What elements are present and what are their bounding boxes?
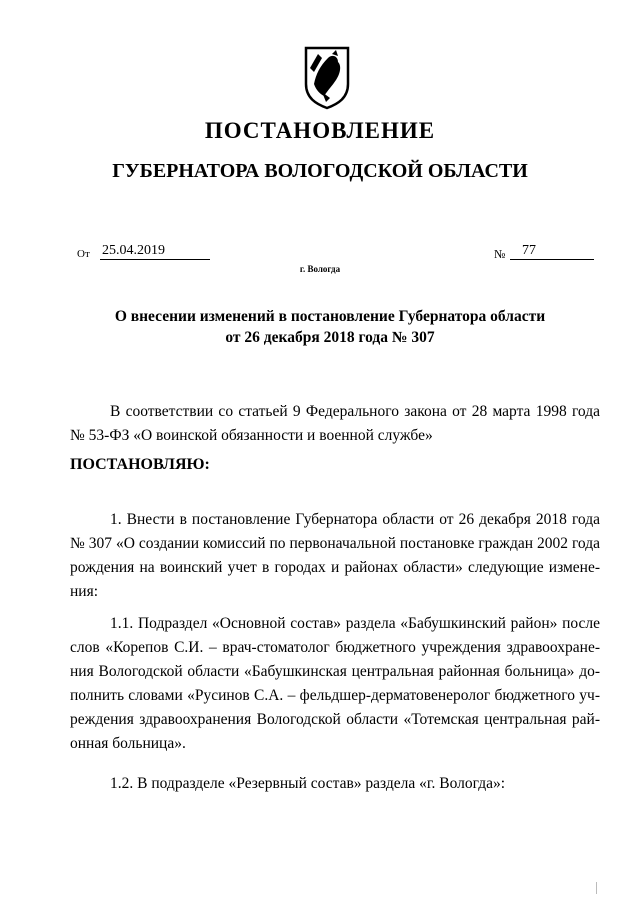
document-title: ПОСТАНОВЛЕНИЕ bbox=[204, 118, 436, 143]
item-1-2-paragraph bbox=[70, 772, 600, 796]
item-1-1-paragraph bbox=[70, 612, 600, 756]
issuer-title: ГУБЕРНАТОРА ВОЛОГОДСКОЙ ОБЛАСТИ bbox=[112, 160, 528, 182]
text-line: 1.2. В подразделе «Резервный состав» раздела «г. Вологда»: bbox=[110, 775, 506, 792]
preamble-paragraph bbox=[70, 400, 600, 448]
date-value: 25.04.2019 bbox=[100, 242, 210, 260]
item-1-paragraph bbox=[70, 508, 600, 604]
text-line: слов «Корепов С.И. – врач-стоматолог бюджетного учреждения здравоохране- bbox=[70, 639, 600, 656]
text-line: рождения на воинский учет в городах и районах области» следующие измене- bbox=[70, 559, 600, 576]
text-line: полнить словами «Русинов С.А. – фельдшер-дерматовенеролог бюджетного уч- bbox=[70, 687, 600, 704]
text-line: реждения здравоохранения Вологодской области «Тотемская центральная рай- bbox=[70, 711, 600, 728]
decree-word: ПОСТАНОВЛЯЮ: bbox=[70, 456, 210, 473]
subject-line: от 26 декабря 2018 года № 307 bbox=[225, 329, 435, 346]
text-line: № 53-ФЗ «О воинской обязанности и военной службе» bbox=[70, 427, 433, 444]
coat-of-arms-icon bbox=[302, 44, 352, 110]
text-line: № 307 «О создании комиссий по первоначальной постановке граждан 2002 года bbox=[70, 535, 600, 552]
text-line: онная больница». bbox=[70, 735, 186, 752]
city-name: г. Вологда bbox=[299, 264, 341, 274]
scan-mark bbox=[596, 882, 597, 894]
subject-line: О внесении изменений в постановление Губернатора области bbox=[114, 308, 546, 325]
date-label: От bbox=[77, 248, 90, 260]
number-label: № bbox=[494, 247, 506, 261]
text-line: 1. Внести в постановление Губернатора области от 26 декабря 2018 года bbox=[110, 511, 600, 528]
number-value: 77 bbox=[510, 242, 594, 260]
text-line: ния: bbox=[70, 583, 99, 600]
document-subject bbox=[100, 306, 560, 348]
text-line: В соответствии со статьей 9 Федерального закона от 28 марта 1998 года bbox=[110, 403, 600, 420]
text-line: ния Вологодской области «Бабушкинская центральная районная больница» до- bbox=[70, 663, 600, 680]
text-line: 1.1. Подраздел «Основной состав» раздела «Бабушкинский район» после bbox=[110, 615, 600, 632]
